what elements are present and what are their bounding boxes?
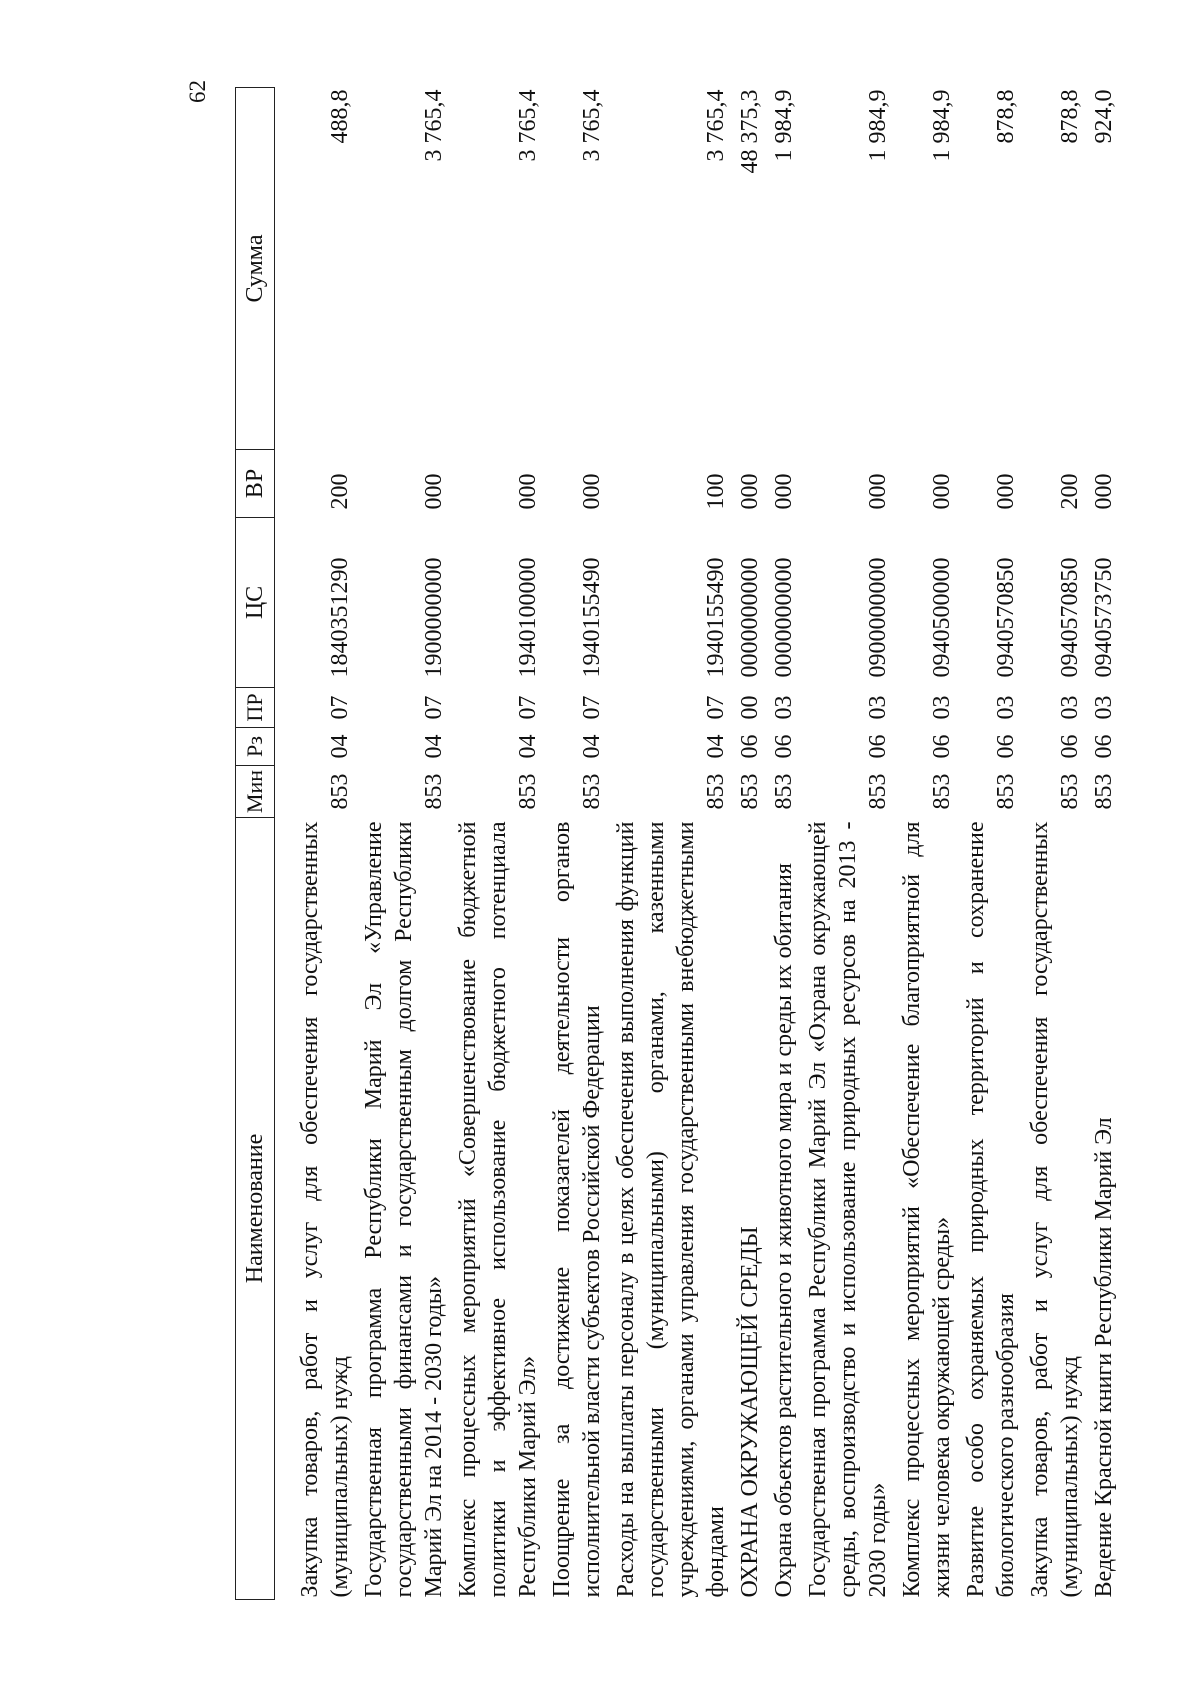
cell-cs: 1840351290: [327, 557, 353, 678]
cell-rz: 06: [929, 734, 955, 759]
table-row: [453, 88, 547, 1600]
cell-vr: 100: [703, 473, 729, 510]
cell-cs: 0940573750: [1091, 557, 1117, 678]
cell-name: Закупка товаров, работ и услуг для обеспечения государственных (муниципальных) нужд: [1027, 821, 1083, 1598]
cell-min: 853: [579, 773, 605, 810]
cell-min: 853: [515, 773, 541, 810]
cell-min: 853: [1057, 773, 1083, 810]
cell-rz: 04: [703, 734, 729, 759]
cell-name: Расходы на выплаты персоналу в целях обеспечения выполнения функций государственными (муниципальными) органами, казенными учреждениями, органами управления государственными внебюджетными фондами: [613, 821, 729, 1598]
table-row: [611, 88, 735, 1600]
cell-cs: 0900000000: [865, 557, 891, 678]
cell-name: ОХРАНА ОКРУЖАЮЩЕЙ СРЕДЫ: [737, 1226, 763, 1598]
cell-sum: 3 765,4: [579, 89, 605, 162]
page-number: 62: [185, 80, 210, 103]
cell-pr: 03: [1057, 695, 1083, 720]
cell-name: Комплекс процессных мероприятий «Обеспечение благоприятной для жизни человека окружающей среды»: [899, 821, 955, 1598]
cell-rz: 06: [1091, 734, 1117, 759]
cell-pr: 03: [929, 695, 955, 720]
cell-pr: 07: [703, 695, 729, 720]
header-sum: Сумма: [236, 88, 275, 450]
cell-sum: 48 375,3: [737, 89, 763, 174]
cell-sum: 3 765,4: [421, 89, 447, 162]
cell-cs: 1940100000: [515, 557, 541, 678]
cell-vr: 000: [579, 473, 605, 510]
cell-sum: 3 765,4: [703, 89, 729, 162]
table-header-row: [236, 88, 275, 1600]
table-row: [769, 88, 803, 1600]
table-row: [1025, 88, 1089, 1600]
cell-min: 853: [703, 773, 729, 810]
cell-cs: 0940570850: [1057, 557, 1083, 678]
cell-cs: 0940570850: [993, 557, 1019, 678]
cell-vr: 000: [771, 473, 797, 510]
cell-cs: 0940500000: [929, 557, 955, 678]
cell-vr: 000: [929, 473, 955, 510]
cell-sum: 1 984,9: [929, 89, 955, 162]
header-min: Мин: [236, 766, 275, 818]
cell-vr: 000: [865, 473, 891, 510]
cell-pr: 03: [993, 695, 1019, 720]
cell-cs: 1900000000: [421, 557, 447, 678]
cell-rz: 06: [737, 734, 763, 759]
table-row: [359, 88, 453, 1600]
header-name: Наименование: [236, 818, 275, 1600]
cell-min: 853: [771, 773, 797, 810]
cell-rz: 06: [993, 734, 1019, 759]
cell-name: Охрана объектов растительного и животного мира и среды их обитания: [771, 863, 797, 1598]
cell-vr: 200: [1057, 473, 1083, 510]
cell-pr: 03: [1091, 695, 1117, 720]
cell-vr: 200: [327, 473, 353, 510]
cell-pr: 03: [865, 695, 891, 720]
cell-pr: 00: [737, 695, 763, 720]
cell-min: 853: [1091, 773, 1117, 810]
cell-name: Поощрение за достижение показателей деятельности органов исполнительной власти субъектов Российской Федерации: [549, 821, 605, 1598]
cell-sum: 1 984,9: [771, 89, 797, 162]
cell-sum: 1 984,9: [865, 89, 891, 162]
cell-vr: 000: [421, 473, 447, 510]
cell-name: Ведение Красной книги Республики Марий Эл: [1091, 1117, 1117, 1598]
cell-rz: 04: [327, 734, 353, 759]
cell-rz: 04: [515, 734, 541, 759]
header-rz: Рз: [236, 728, 275, 766]
cell-min: 853: [737, 773, 763, 810]
cell-vr: 000: [993, 473, 1019, 510]
cell-rz: 04: [579, 734, 605, 759]
header-vr: ВР: [236, 450, 275, 518]
rotated-content: [165, 80, 1117, 1600]
cell-sum: 488,8: [327, 89, 353, 144]
cell-cs: 1940155490: [579, 557, 605, 678]
table-row: [295, 88, 359, 1600]
table-row: [897, 88, 961, 1600]
cell-cs: 0000000000: [771, 557, 797, 678]
cell-vr: 000: [515, 473, 541, 510]
cell-name: Государственная программа Республики Марий Эл «Охрана окружающей среды, воспроизводство и использование природных ресурсов на 2013 - 2030 годы»: [805, 821, 891, 1598]
cell-vr: 000: [737, 473, 763, 510]
table-row: [961, 88, 1025, 1600]
cell-min: 853: [327, 773, 353, 810]
table-row: [547, 88, 611, 1600]
cell-name: Комплекс процессных мероприятий «Совершенствование бюджетной политики и эффективное использование бюджетного потенциала Республики Марий Эл»: [455, 821, 541, 1598]
cell-min: 853: [993, 773, 1019, 810]
budget-table: [235, 87, 1123, 1600]
cell-sum: 3 765,4: [515, 89, 541, 162]
cell-name: Развитие особо охраняемых природных территорий и сохранение биологического разнообразия: [963, 821, 1019, 1598]
cell-rz: 06: [1057, 734, 1083, 759]
cell-pr: 07: [515, 695, 541, 720]
cell-sum: 878,8: [993, 89, 1019, 144]
cell-sum: 878,8: [1057, 89, 1083, 144]
cell-min: 853: [929, 773, 955, 810]
table-row: [735, 88, 769, 1600]
table-body: [295, 88, 1123, 1600]
cell-rz: 06: [771, 734, 797, 759]
header-cs: ЦС: [236, 518, 275, 688]
table-row: [1089, 88, 1123, 1600]
cell-vr: 000: [1091, 473, 1117, 510]
cell-pr: 07: [327, 695, 353, 720]
cell-rz: 04: [421, 734, 447, 759]
cell-min: 853: [421, 773, 447, 810]
cell-rz: 06: [865, 734, 891, 759]
cell-pr: 07: [421, 695, 447, 720]
cell-cs: 0000000000: [737, 557, 763, 678]
header-pr: ПР: [236, 688, 275, 728]
cell-cs: 1940155490: [703, 557, 729, 678]
table-row: [803, 88, 897, 1600]
cell-name: Закупка товаров, работ и услуг для обеспечения государственных (муниципальных) нужд: [297, 821, 353, 1598]
cell-sum: 924,0: [1091, 89, 1117, 144]
cell-pr: 03: [771, 695, 797, 720]
cell-min: 853: [865, 773, 891, 810]
cell-pr: 07: [579, 695, 605, 720]
cell-name: Государственная программа Республики Марий Эл «Управление государственными финансами и государственным долгом Республики Марий Эл на 2014 - 2030 годы»: [361, 821, 447, 1598]
